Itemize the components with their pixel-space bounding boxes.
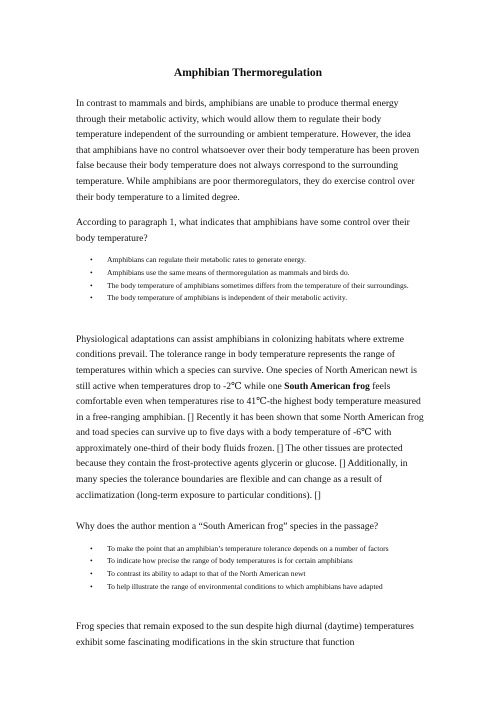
- option-text: To indicate how precise the range of body temperatures is for certain amphibians: [107, 556, 353, 566]
- section-spacer: [76, 305, 424, 332]
- question-1-option-d: [76, 292, 424, 305]
- option-text: To help illustrate the range of environmental conditions to which amphibians have adapted: [107, 581, 383, 591]
- question-1-options: [76, 254, 424, 304]
- bullet-icon: •: [90, 255, 93, 265]
- bullet-icon: •: [90, 569, 93, 579]
- question-2-options: [76, 543, 424, 593]
- option-text: To make the point that an amphibian’s temperature tolerance depends on a number of factors: [107, 543, 389, 553]
- bullet-icon: •: [90, 556, 93, 566]
- question-2-option-d: [76, 581, 424, 594]
- option-text: To contrast its ability to adapt to that of the North American newt: [107, 569, 306, 579]
- question-2-option-a: [76, 543, 424, 556]
- bullet-icon: •: [90, 267, 93, 277]
- document-title: Amphibian Thermoregulation: [173, 67, 323, 79]
- question-2-option-b: [76, 555, 424, 568]
- paragraph-1: In contrast to mammals and birds, amphibians are unable to produce thermal energy through their metabolic activity, which would allow them to regulate their body temperature independent of the surrounding or ambient temperature. However, the idea that amphibians have no control whatsoever over their body temperature has been proven false because their body temperature does not always correspond to the surrounding temperature. While amphibians are poor thermoregulators, they do exercise control over their body temperature to a limited degree.: [76, 98, 420, 203]
- bullet-icon: •: [90, 280, 93, 290]
- option-text: Amphibians use the same means of thermoregulation as mammals and birds do.: [107, 267, 350, 277]
- paragraph-2: [76, 332, 424, 504]
- question-2-option-c: [76, 568, 424, 581]
- question-1-option-b: [76, 267, 424, 280]
- bullet-icon: •: [90, 581, 93, 591]
- section-spacer: [76, 593, 424, 619]
- question-1-option-c: [76, 280, 424, 293]
- section-spacer: [76, 503, 424, 509]
- question-1-option-a: [76, 254, 424, 267]
- option-text: The body temperature of amphibians is independent of their metabolic activity.: [107, 293, 348, 303]
- question-1-prompt: According to paragraph 1, what indicates that amphibians have some control over their body temperature?: [76, 217, 410, 244]
- paragraph-2-text-a: Physiological adaptations can assist amphibians in colonizing habitats where extreme conditions prevail. The tolerance range in body temperature represents the range of temperatures within which a species can survive. One species of North American newt is still active when temperatures drop to -2℃ while one: [76, 333, 418, 392]
- bullet-icon: •: [90, 293, 93, 303]
- document-content: [76, 96, 424, 650]
- option-text: Amphibians can regulate their metabolic rates to generate energy.: [107, 255, 307, 265]
- paragraph-3: Frog species that remain exposed to the sun despite high diurnal (daytime) temperatures exhibit some fascinating modifications in the skin structure that function: [76, 621, 414, 648]
- option-text: The body temperature of amphibians sometimes differs from the temperature of their surroundings.: [107, 280, 409, 290]
- question-2-prompt: Why does the author mention a “South American frog” species in the passage?: [76, 521, 379, 533]
- paragraph-2-highlight: South American frog: [284, 380, 370, 392]
- bullet-icon: •: [90, 543, 93, 553]
- paragraph-2-text-b: feels comfortable even when temperatures rise to 41℃-the highest body temperature measured in a free-ranging amphibian. [] Recently it has been shown that some North American frog and toad species can survive up to five days with a body temperature of -6℃ with approximately one-third of their body fluids frozen. [] The other tissues are protected because they contain the frost-protective agents glycerin or glucose. [] Additionally, in many species the tolerance boundaries are flexible and can change as a result of acclimatization (long-term exposure to particular conditions). []: [76, 380, 424, 501]
